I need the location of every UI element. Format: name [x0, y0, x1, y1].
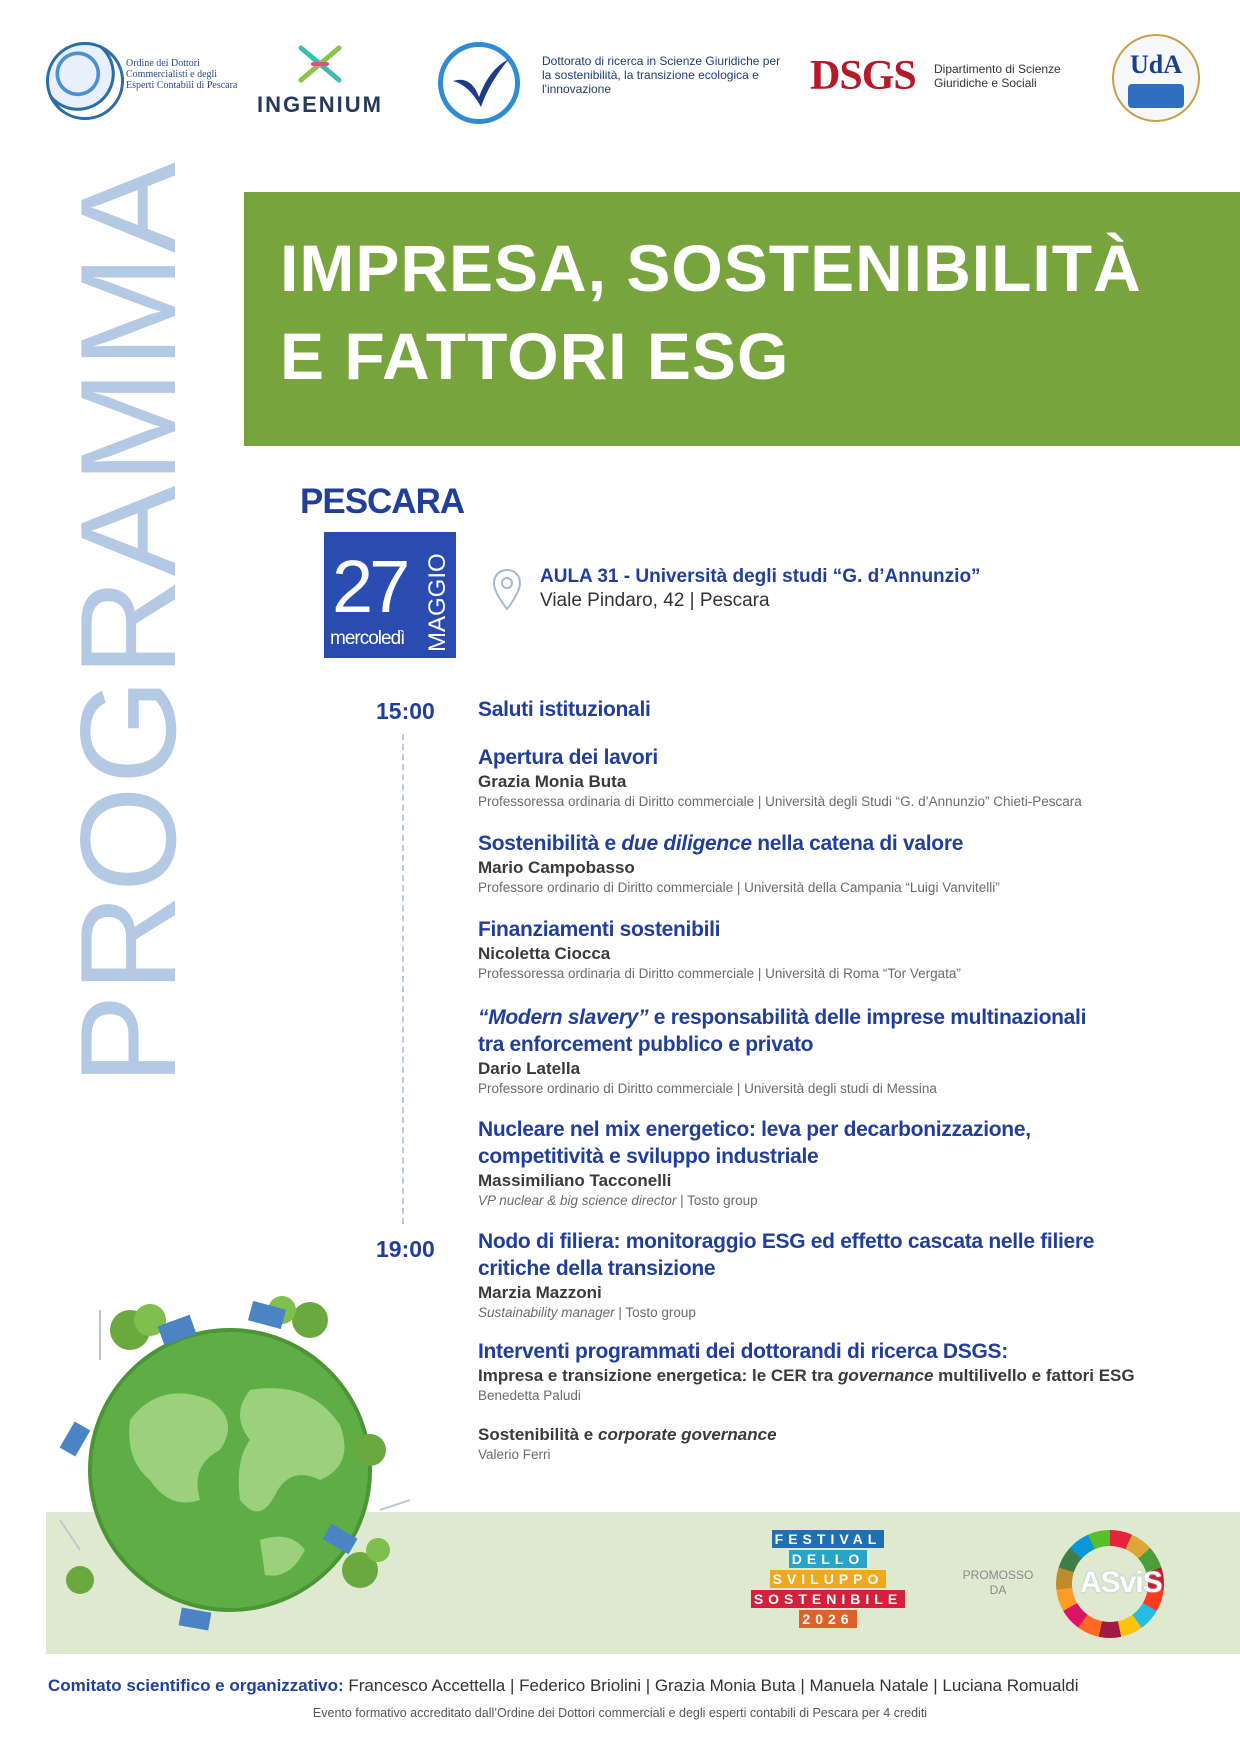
programma-side-label: PROGRAMMA [52, 160, 204, 1085]
venue-address: Viale Pindaro, 42 | Pescara [540, 590, 770, 611]
item-role-italic: VP nuclear & big science director [478, 1193, 677, 1208]
item-title-italic: “Modern slavery” [478, 1006, 649, 1029]
festival-row-2: DELLO [789, 1550, 867, 1568]
end-time: 19:00 [376, 1236, 435, 1262]
item-title-italic: due diligence [621, 832, 752, 855]
item-title [478, 1116, 1218, 1170]
festival-logo [708, 1530, 948, 1630]
program-item [478, 1004, 1218, 1098]
item-title [478, 1004, 1218, 1058]
item-title-part: Nodo di filiera: monitoraggio ESG ed effetto cascata nelle filiere [478, 1230, 1095, 1253]
venue-name: AULA 31 - Università degli studi “G. d’Annunzio” [540, 566, 981, 587]
program-item [478, 916, 1218, 983]
title-band [244, 192, 1240, 446]
globe-illustration-icon [20, 1250, 440, 1670]
item-role: Professore ordinario di Diritto commerciale | Università degli studi di Messina [478, 1081, 937, 1096]
committee-names: Francesco Accettella | Federico Briolini | Grazia Monia Buta | Manuela Natale | Luciana Romualdi [343, 1676, 1079, 1695]
festival-row-5: 2026 [799, 1610, 856, 1628]
item-speaker: Massimiliano Tacconelli [478, 1171, 672, 1190]
committee-line [48, 1676, 1079, 1696]
festival-row-4: SOSTENIBILE [751, 1590, 905, 1608]
program-item [478, 1424, 1218, 1464]
uda-building-icon [1128, 84, 1184, 108]
date-box [324, 532, 456, 658]
ingenium-cross-icon [293, 42, 347, 86]
item-title: Saluti istituzionali [478, 698, 651, 721]
item-role: Professoressa ordinaria di Diritto commerciale | Università degli Studi “G. d’Annunzio” Chieti-Pescara [478, 794, 1082, 809]
promosso-label: PROMOSSO DA [962, 1568, 1034, 1597]
item-role: Professore ordinario di Diritto commerciale | Università della Campania “Luigi Vanvitelli” [478, 880, 1000, 895]
date-day: 27 [332, 545, 407, 628]
item-subtitle [478, 1424, 1218, 1446]
item-title [478, 1228, 1218, 1282]
item-subtitle [478, 1365, 1218, 1387]
item-sub-italic: corporate governance [597, 1425, 777, 1444]
logo-header [0, 30, 1240, 130]
item-role-part: | Tosto group [614, 1305, 696, 1320]
item-title: Finanziamenti sostenibili [478, 918, 721, 941]
item-speaker: Dario Latella [478, 1059, 581, 1078]
title-line-2: E FATTORI ESG [280, 319, 790, 393]
uda-logo [1112, 30, 1202, 130]
item-sub-part: multilivello e fattori ESG [933, 1366, 1135, 1385]
title-line-1: IMPRESA, SOSTENIBILITÀ [280, 231, 1142, 305]
program-item [478, 1116, 1218, 1210]
asvis-wordmark: ASviS [1080, 1566, 1162, 1599]
item-speaker: Marzia Mazzoni [478, 1283, 602, 1302]
item-title-part: Nucleare nel mix energetico: leva per decarbonizzazione, [478, 1118, 1031, 1141]
program-item [478, 1338, 1218, 1405]
timeline-divider [402, 734, 404, 1224]
dottorato-logo [438, 30, 781, 130]
program-item [478, 744, 1218, 811]
item-sub-italic: governance [837, 1366, 934, 1385]
festival-row-3: SVILUPPO [770, 1570, 887, 1588]
item-title [478, 830, 1218, 857]
ingenium-label: INGENIUM [257, 92, 383, 117]
program-item [478, 696, 1218, 723]
item-title-part: Sostenibilità e [478, 832, 622, 855]
odc-emblem-icon [46, 42, 124, 120]
credits-note: Evento formativo accreditato dall’Ordine dei Dottori commerciali e degli esperti contabili di Pescara per 4 crediti [312, 1706, 928, 1720]
item-speaker-name: Benedetta Paludi [478, 1388, 581, 1403]
item-title-part: competitività e sviluppo industriale [478, 1145, 819, 1168]
dottorato-logo-text: Dottorato di ricerca in Scienze Giuridiche per la sostenibilità, la transizione ecologica e l'innovazione [542, 54, 781, 96]
odc-logo [46, 30, 236, 130]
item-role [478, 1192, 1218, 1210]
date-weekday: mercoledì [330, 628, 405, 649]
start-time: 15:00 [376, 698, 435, 724]
date-month: MAGGIO [424, 553, 451, 652]
item-role-italic: Sustainability manager [478, 1305, 615, 1320]
dsgs-logo-text: Dipartimento di Scienze Giuridiche e Sociali [934, 62, 1061, 90]
item-title: Interventi programmati dei dottorandi di ricerca DSGS: [478, 1340, 1008, 1363]
item-sub-part: Sostenibilità e [478, 1425, 598, 1444]
committee-label: Comitato scientifico e organizzativo: [48, 1676, 344, 1695]
event-city: PESCARA [300, 482, 465, 521]
item-role [478, 1304, 1218, 1322]
item-speaker-name: Valerio Ferri [478, 1447, 551, 1462]
ingenium-logo [250, 30, 390, 130]
item-sub-part: Impresa e transizione energetica: le CER tra [478, 1366, 838, 1385]
item-title-part: nella catena di valore [751, 832, 964, 855]
item-title-part: tra enforcement pubblico e privato [478, 1033, 814, 1056]
dsgs-wordmark: DSGS [810, 53, 916, 99]
item-title-part: e responsabilità delle imprese multinazionali [648, 1006, 1087, 1029]
item-title-part: critiche della transizione [478, 1257, 716, 1280]
location-pin-icon [492, 568, 522, 612]
item-role-part: | Tosto group [676, 1193, 758, 1208]
uda-wordmark: UdA [1129, 50, 1182, 79]
dottorato-emblem-icon [438, 42, 520, 124]
uda-emblem-icon [1112, 34, 1200, 122]
item-title: Apertura dei lavori [478, 746, 658, 769]
item-role: Professoressa ordinaria di Diritto commerciale | Università di Roma “Tor Vergata” [478, 966, 961, 981]
odc-logo-text: Ordine dei Dottori Commercialisti e degli Esperti Contabili di Pescara [126, 58, 238, 91]
program-item [478, 1228, 1218, 1322]
festival-row-1: FESTIVAL [772, 1530, 885, 1548]
item-speaker: Nicoletta Ciocca [478, 944, 611, 963]
item-speaker: Mario Campobasso [478, 858, 635, 877]
item-speaker: Grazia Monia Buta [478, 772, 627, 791]
program-item [478, 830, 1218, 897]
dsgs-logo [810, 30, 1080, 130]
